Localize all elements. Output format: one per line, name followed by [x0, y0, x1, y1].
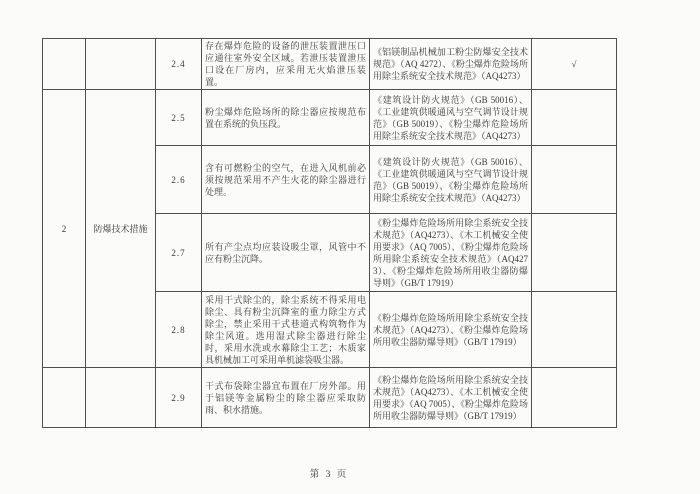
check-mark-cell: [532, 292, 617, 368]
item-references-cell: 《建筑设计防火规范》（GB 50016）、《工业建筑供暖通风与空气调节设计规范》（GB 50019）、《粉尘爆炸危险场所用除尘系统安全技术规范》（AQ4273）: [370, 90, 532, 146]
table-row: [43, 90, 617, 146]
group-category-continuation-cell: [86, 368, 156, 428]
group-number-continuation-cell: [43, 368, 86, 428]
item-number-cell: 2.7: [156, 214, 202, 292]
table-row: [43, 368, 617, 428]
item-references-cell: 《粉尘爆炸危险场所用除尘系统安全技术规范》（AQ4273）、《木工机械安全使用要求》（AQ 7005）、《粉尘爆炸危险场所用除尘系统安全技术规范》（AQ4273）、《粉尘爆炸危险场所用收尘器防爆导则》（GB/T 17919）: [370, 214, 532, 292]
page-number-footer: 第 3 页: [309, 470, 349, 480]
table-row: [43, 39, 617, 90]
group-number-cell: 2: [43, 90, 86, 368]
item-description-cell: 含有可燃粉尘的空气，在进入风机前必须按规范采用不产生火花的除尘器进行处理。: [202, 146, 370, 214]
item-description-cell: 采用干式除尘的，除尘系统不得采用电除尘、具有粉尘沉降室的重力除尘方式除尘，禁止采用干式巷道式构筑物作为除尘风道。选用湿式除尘器进行除尘时，采用水洗或水幕除尘工艺；木质家具机械加工可采用单机滤袋吸尘器。: [202, 292, 370, 368]
item-description-cell: 存在爆炸危险的设备的泄压装置泄压口应通往室外安全区域。若泄压装置泄压口设在厂房内，应采用无火焰泄压装置。: [202, 39, 370, 90]
item-number-cell: 2.6: [156, 146, 202, 214]
item-description-cell: 干式布袋除尘器宜布置在厂房外部。用于铝镁等金属粉尘的除尘器应采取防雨、积水措施。: [202, 368, 370, 428]
check-mark-cell: √: [532, 39, 617, 90]
group-category-cell: 防爆技术措施: [86, 90, 156, 368]
check-mark-cell: [532, 90, 617, 146]
item-references-cell: 《粉尘爆炸危险场所用除尘系统安全技术规范》（AQ4273）、《粉尘爆炸危险场所用收尘器防爆导则》（GB/T 17919）: [370, 292, 532, 368]
item-description-cell: 粉尘爆炸危险场所的除尘器应按规范布置在系统的负压段。: [202, 90, 370, 146]
item-number-cell: 2.9: [156, 368, 202, 428]
item-number-cell: 2.4: [156, 39, 202, 90]
item-references-cell: 《建筑设计防火规范》（GB 50016）、《工业建筑供暖通风与空气调节设计规范》（GB 50019）、《粉尘爆炸危险场所用除尘系统安全技术规范》（AQ4273）: [370, 146, 532, 214]
check-mark-cell: [532, 146, 617, 214]
check-mark-cell: [532, 214, 617, 292]
safety-checklist-table: [42, 38, 617, 428]
group-category-continuation-cell: [86, 39, 156, 90]
group-number-continuation-cell: [43, 39, 86, 90]
item-number-cell: 2.8: [156, 292, 202, 368]
item-description-cell: 所有产尘点均应装设吸尘罩，风管中不应有粉尘沉降。: [202, 214, 370, 292]
item-references-cell: 《铝镁制品机械加工粉尘防爆安全技术规范》（AQ 4272）、《粉尘爆炸危险场所用除尘系统安全技术规范》（AQ4273）: [370, 39, 532, 90]
item-number-cell: 2.5: [156, 90, 202, 146]
item-references-cell: 《粉尘爆炸危险场所用除尘系统安全技术规范》（AQ4273）、《木工机械安全使用要求》（AQ 7005）、《粉尘爆炸危险场所用收尘器防爆导则》（GB/T 17919）: [370, 368, 532, 428]
check-mark-cell: [532, 368, 617, 428]
